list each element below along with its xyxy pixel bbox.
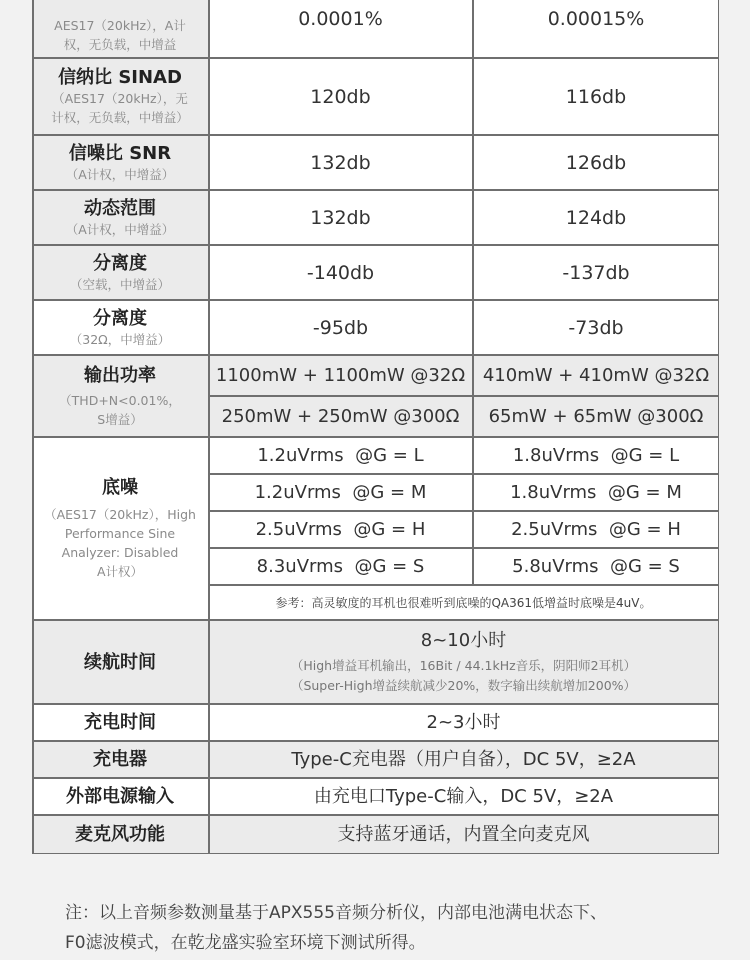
sep1-value-1: -140db (306, 261, 375, 284)
row-divider (32, 740, 719, 742)
footnote-line-1: 注：以上音频参数测量基于APX555音频分析仪，内部电池满电状态下、 (65, 903, 607, 923)
row-header-power: 输出功率 （THD+N<0.01%， S增益） (32, 355, 208, 437)
row-header-sep2: 分离度 （32Ω，中增益） (69, 307, 171, 347)
row-divider (32, 189, 719, 191)
row-header-mic: 麦克风功能 (32, 815, 208, 854)
sep2-value-2: -73db (568, 316, 624, 339)
row-divider (32, 619, 719, 621)
row-divider (32, 703, 719, 705)
charge-time-value: 2~3小时 (426, 712, 501, 733)
sinad-value-2: 116db (565, 85, 627, 108)
noise-reference-note: 参考：高灵敏度的耳机也很难听到底噪的QA361低增益时底噪是4uV。 (275, 595, 652, 610)
row-header-charger: 充电器 (32, 741, 208, 778)
row-header-ext-power: 外部电源输入 (66, 786, 174, 807)
power-300-value-2: 65mW + 65mW @300Ω (473, 396, 719, 437)
table-border-right (718, 0, 720, 854)
column-divider-1 (208, 0, 210, 854)
ext-power-value: 由充电口Type-C输入，DC 5V，≥2A (313, 786, 614, 807)
snr-value-1: 132db (310, 151, 371, 174)
noise-m-value-2: 1.8uVrms @G = M (510, 482, 682, 503)
thd-sub-2: 权，无负载，中增益 (63, 37, 177, 52)
sep2-value-1: -95db (312, 316, 369, 339)
column-divider-2 (472, 0, 474, 585)
noise-l-value-1: 1.2uVrms @G = L (257, 445, 424, 466)
row-divider (32, 244, 719, 246)
row-header-dr: 动态范围 （A计权，中增益） (32, 190, 208, 245)
sep1-value-2: -137db (562, 261, 630, 284)
noise-h-value-2: 2.5uVrms @G = H (511, 519, 681, 540)
spec-table (32, 0, 719, 854)
sinad-title: 信纳比 SINAD (58, 67, 182, 88)
row-divider (32, 354, 719, 356)
sub-row-divider (208, 584, 719, 586)
footnote (65, 898, 725, 958)
noise-m-value-1: 1.2uVrms @G = M (254, 482, 427, 503)
charger-value: Type-C充电器（用户自备），DC 5V，≥2A (208, 741, 719, 778)
row-header-sinad: 信纳比 SINAD （AES17（20kHz），无 计权，无负载，中增益） (32, 58, 208, 135)
power-32-value-1: 1100mW + 1100mW @32Ω (208, 355, 473, 396)
footnote-line-2: F0滤波模式，在乾龙盛实验室环境下测试所得。 (65, 933, 426, 953)
row-header-charge-time: 充电时间 (84, 712, 156, 733)
table-border-bottom (32, 853, 719, 855)
row-header-battery: 续航时间 (32, 620, 208, 704)
row-header-thd (32, 0, 208, 58)
power-32-value-2: 410mW + 410mW @32Ω (473, 355, 719, 396)
row-header-noise: 底噪 （AES17（20kHz），High Performance Sine Analyzer: Disabled A计权） (44, 477, 196, 579)
sinad-value-1: 120db (310, 85, 371, 108)
sub-row-divider (208, 395, 719, 397)
row-divider (32, 134, 719, 136)
mic-value: 支持蓝牙通话，内置全向麦克风 (208, 815, 719, 854)
row-divider (32, 436, 719, 438)
sub-row-divider (208, 473, 719, 475)
snr-value-2: 126db (565, 151, 627, 174)
table-border-left (32, 0, 34, 854)
row-divider (32, 814, 719, 816)
row-header-sep1: 分离度 （空载，中增益） (32, 245, 208, 300)
thd-value-1: 0.0001% (298, 8, 383, 30)
dr-value-1: 132db (310, 206, 371, 229)
dr-value-2: 124db (565, 206, 627, 229)
row-divider (32, 57, 719, 59)
row-header-snr: 信噪比 SNR （A计权，中增益） (32, 135, 208, 190)
battery-value: 8~10小时 （High增益耳机输出，16Bit / 44.1kHz音乐，阴阳师2耳机） （Super-High增益续航减少20%，数字输出续航增加200%） (208, 620, 719, 704)
power-300-value-1: 250mW + 250mW @300Ω (208, 396, 473, 437)
thd-sub-1: AES17（20kHz），A计 (54, 18, 186, 33)
sub-row-divider (208, 547, 719, 549)
row-divider (32, 777, 719, 779)
thd-value-2: 0.00015% (547, 8, 645, 30)
noise-s-value-2: 5.8uVrms @G = S (512, 556, 680, 577)
noise-l-value-2: 1.8uVrms @G = L (512, 445, 680, 466)
noise-h-value-1: 2.5uVrms @G = H (255, 519, 426, 540)
sub-row-divider (208, 510, 719, 512)
noise-s-value-1: 8.3uVrms @G = S (256, 556, 425, 577)
row-divider (32, 299, 719, 301)
